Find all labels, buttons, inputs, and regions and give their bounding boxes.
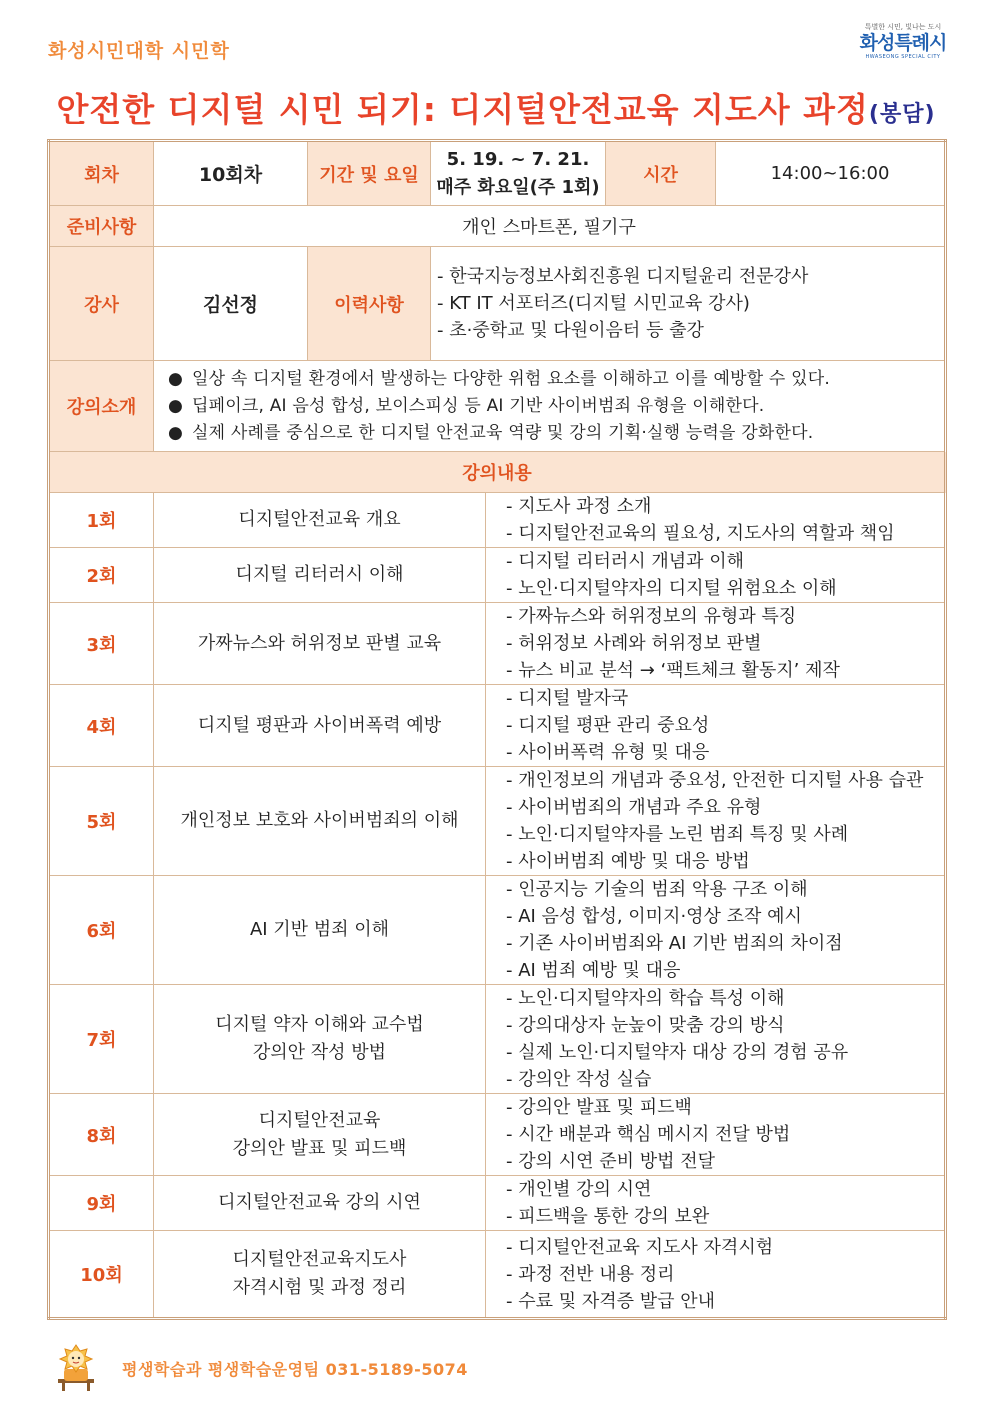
session-topic-item: - 인공지능 기술의 범죄 악용 구조 이해 <box>506 879 808 900</box>
bullet-icon: ● <box>168 395 184 416</box>
row-content-header <box>49 452 946 493</box>
session-topic-item: - 실제 노인·디지털약자 대상 강의 경험 공유 <box>506 1042 849 1063</box>
session-title-line: 강의안 작성 방법 <box>252 1042 387 1063</box>
session-topic-item: - 허위정보 사례와 허위정보 판별 <box>506 633 762 654</box>
title-text: 안전한 디지털 시민 되기: 디지털안전교육 지도사 과정 <box>56 90 869 129</box>
period-dates: 5. 19. ~ 7. 21. <box>446 148 590 170</box>
session-topics <box>486 603 946 685</box>
career-item: - 초·중학교 및 다원이음터 등 출강 <box>437 320 704 341</box>
session-row <box>49 1176 946 1231</box>
course-info-table <box>47 139 947 1320</box>
session-row <box>49 876 946 985</box>
footer-contact: 평생학습과 평생학습운영팀 031-5189-5074 <box>122 1360 468 1379</box>
session-number: 10회 <box>49 1231 154 1319</box>
session-title-line: 디지털안전교육 강의 시연 <box>218 1192 421 1213</box>
bullet-icon: ● <box>168 368 184 389</box>
intro-item: ● 딥페이크, AI 음성 합성, 보이스피싱 등 AI 기반 사이버범죄 유형을 이해한다. <box>154 393 944 420</box>
session-row <box>49 685 946 767</box>
sessions-label: 회차 <box>49 141 154 206</box>
session-topics <box>486 1176 946 1231</box>
session-title-line: 개인정보 보호와 사이버범죄의 이해 <box>180 810 459 831</box>
row-preparation <box>49 206 946 247</box>
session-number: 8회 <box>49 1094 154 1176</box>
session-topic-item: - 개인별 강의 시연 <box>506 1179 652 1200</box>
session-row <box>49 548 946 603</box>
session-topics <box>486 985 946 1094</box>
session-number: 3회 <box>49 603 154 685</box>
session-number: 4회 <box>49 685 154 767</box>
session-row <box>49 603 946 685</box>
session-topic-item: - 가짜뉴스와 허위정보의 유형과 특징 <box>506 606 797 627</box>
session-topic-item: - 강의안 작성 실습 <box>506 1069 652 1090</box>
session-title-line: 디지털 리터러시 이해 <box>235 564 404 585</box>
session-title-line: 디지털 평판과 사이버폭력 예방 <box>197 714 442 736</box>
session-row <box>49 767 946 876</box>
session-title <box>154 1231 486 1319</box>
session-topic-item: - 지도사 과정 소개 <box>506 496 652 517</box>
career-item: - KT IT 서포터즈(디지털 시민교육 강사) <box>437 293 750 314</box>
time-label: 시간 <box>606 141 716 206</box>
session-topic-item: - 피드백을 통한 강의 보완 <box>506 1206 710 1227</box>
sessions-value: 10회차 <box>154 141 308 206</box>
logo-tagline: 특별한 시민, 빛나는 도시 <box>864 23 942 31</box>
session-topic-item: - 시간 배분과 핵심 메시지 전달 방법 <box>506 1124 791 1145</box>
session-title-line: 디지털안전교육 <box>258 1109 381 1131</box>
period-weekday: 매주 화요일(주 1회) <box>436 176 600 198</box>
page-title <box>0 84 992 131</box>
session-topic-item: - 뉴스 비교 분석 → ‘팩트체크 활동지’ 제작 <box>506 660 840 681</box>
career-item: - 한국지능정보사회진흥원 디지털윤리 전문강사 <box>437 266 809 287</box>
content-section-header: 강의내용 <box>49 452 946 493</box>
session-topics <box>486 548 946 603</box>
session-title <box>154 985 486 1094</box>
career-label: 이력사항 <box>308 247 431 361</box>
session-topics <box>486 685 946 767</box>
session-topic-item: - 디지털안전교육 지도사 자격시험 <box>506 1236 774 1258</box>
footer <box>54 1343 574 1391</box>
session-number: 1회 <box>49 493 154 548</box>
row-basic-info <box>49 141 946 206</box>
session-title <box>154 1094 486 1176</box>
session-topic-item: - 디지털 리터러시 개념과 이해 <box>506 551 745 572</box>
session-title <box>154 876 486 985</box>
session-topic-item: - 수료 및 자격증 발급 안내 <box>506 1290 715 1312</box>
logo-wordmark: 화성특례시 <box>859 32 947 54</box>
session-topic-item: - 기존 사이버범죄와 AI 기반 범죄의 차이점 <box>506 933 843 954</box>
session-topic-item: - 강의안 발표 및 피드백 <box>506 1097 692 1118</box>
session-row <box>49 1094 946 1176</box>
row-instructor <box>49 247 946 361</box>
session-title <box>154 548 486 603</box>
session-number: 6회 <box>49 876 154 985</box>
session-topic-item: - 과정 전반 내용 정리 <box>506 1263 675 1285</box>
session-title-line: 자격시험 및 과정 정리 <box>232 1277 407 1298</box>
session-topic-item: - 디지털안전교육의 필요성, 지도사의 역할과 책임 <box>506 523 895 544</box>
session-title-line: 디지털 약자 이해와 교수법 <box>215 1014 424 1035</box>
intro-item: ● 일상 속 디지털 환경에서 발생하는 다양한 위험 요소를 이해하고 이를 예방할 수 있다. <box>154 366 944 393</box>
career-list <box>431 247 946 361</box>
instructor-name: 김선정 <box>154 247 308 361</box>
session-topic-item: - 노인·디지털약자의 학습 특성 이해 <box>506 988 785 1009</box>
session-number: 9회 <box>49 1176 154 1231</box>
session-title <box>154 1176 486 1231</box>
session-title-line: AI 기반 범죄 이해 <box>249 919 390 940</box>
period-value <box>431 141 606 206</box>
intro-list <box>154 361 946 452</box>
session-topic-item: - 사이버범죄의 개념과 주요 유형 <box>506 797 762 818</box>
session-topics <box>486 493 946 548</box>
time-value: 14:00~16:00 <box>716 141 946 206</box>
period-label: 기간 및 요일 <box>308 141 431 206</box>
prep-value: 개인 스마트폰, 필기구 <box>154 206 946 247</box>
instructor-label: 강사 <box>49 247 154 361</box>
session-topic-item: - 디지털 평판 관리 중요성 <box>506 715 710 736</box>
intro-item: ● 실제 사례를 중심으로 한 디지털 안전교육 역량 및 강의 기획·실행 능력을 강화한다. <box>154 420 944 447</box>
session-topic-item: - AI 범죄 예방 및 대응 <box>506 960 681 981</box>
session-topic-item: - 강의대상자 눈높이 맞춤 강의 방식 <box>506 1015 785 1036</box>
session-title-line: 가짜뉴스와 허위정보 판별 교육 <box>197 632 442 654</box>
bullet-icon: ● <box>168 422 184 443</box>
session-topic-item: - 강의 시연 준비 방법 전달 <box>506 1151 715 1172</box>
session-topics <box>486 1094 946 1176</box>
session-title <box>154 603 486 685</box>
top-subtitle: 화성시민대학 시민학 <box>48 40 230 62</box>
session-topics <box>486 876 946 985</box>
session-topic-item: - 사이버폭력 유형 및 대응 <box>506 742 710 763</box>
prep-label: 준비사항 <box>49 206 154 247</box>
session-number: 2회 <box>49 548 154 603</box>
session-topic-item: - 사이버범죄 예방 및 대응 방법 <box>506 851 750 872</box>
intro-label: 강의소개 <box>49 361 154 452</box>
session-number: 7회 <box>49 985 154 1094</box>
session-number: 5회 <box>49 767 154 876</box>
row-course-intro <box>49 361 946 452</box>
session-topic-item: - 디지털 발자국 <box>506 688 629 709</box>
session-topics <box>486 1231 946 1319</box>
logo-english: HWASEONG SPECIAL CITY <box>865 54 941 60</box>
session-topic-item: - AI 음성 합성, 이미지·영상 조작 예시 <box>506 906 802 927</box>
session-row <box>49 985 946 1094</box>
title-location-badge: (봉담) <box>868 102 936 127</box>
session-topic-item: - 노인·디지털약자의 디지털 위험요소 이해 <box>506 578 837 599</box>
session-title <box>154 493 486 548</box>
session-row <box>49 493 946 548</box>
session-title-line: 강의안 발표 및 피드백 <box>232 1137 407 1159</box>
city-logo <box>858 22 948 66</box>
session-title-line: 디지털안전교육지도사 <box>232 1249 407 1270</box>
session-topic-item: - 개인정보의 개념과 중요성, 안전한 디지털 사용 습관 <box>506 770 924 791</box>
session-title-line: 디지털안전교육 개요 <box>238 509 401 530</box>
session-row <box>49 1231 946 1319</box>
mascot-icon <box>54 1343 98 1391</box>
session-title <box>154 767 486 876</box>
session-topics <box>486 767 946 876</box>
session-topic-item: - 노인·디지털약자를 노린 범죄 특징 및 사례 <box>506 824 849 845</box>
session-title <box>154 685 486 767</box>
